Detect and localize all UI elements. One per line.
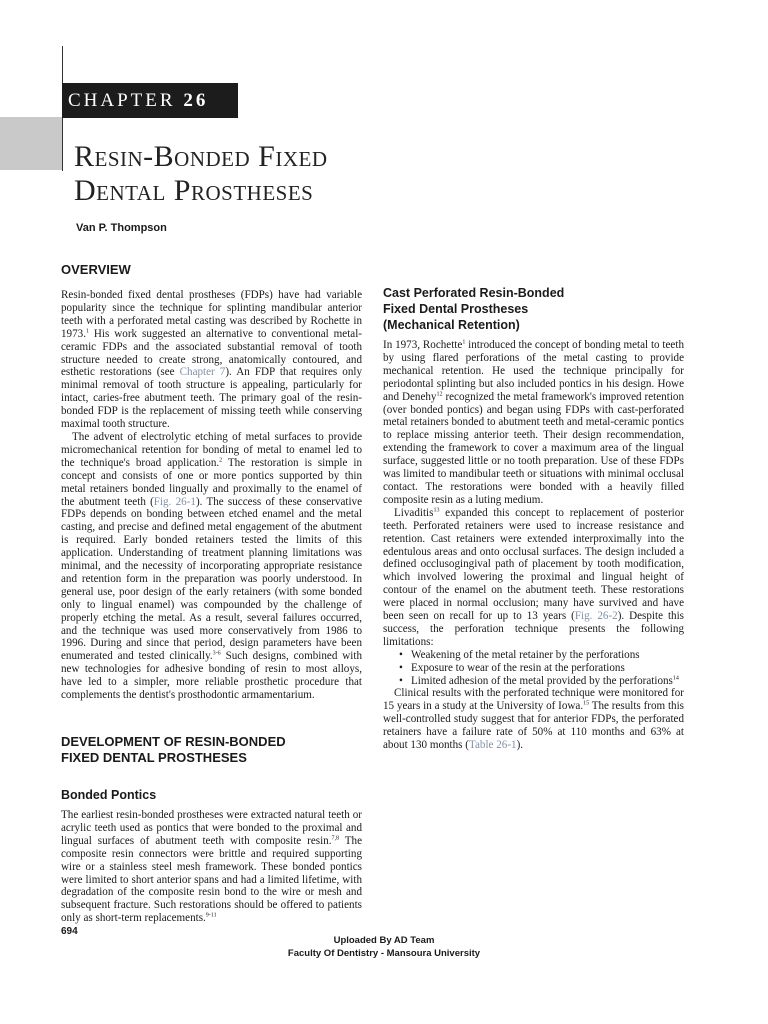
cast-perforated-paragraph-1: In 1973, Rochette$^1$ introduced the concept of bonding metal to teeth by using flared perforations of the metal casting to provide mechanical retention. He used the technique principally for periodontal splinting but also included pontics in his design. Howe and Denehy$^{12}$ recognized the metal framework's improved retention (over bonded pontics) and began using FDPs with cast-perforated metal retainers bonded to abutment teeth and metal-ceramic pontics to replace missing anterior teeth. Their design recommendation, extending the framework to cover a maximum area of the lingual surface, suggested little or no tooth preparation. Use of these FDPs was limited to mandibular teeth or situations with minimal occlusal contact. The restorations were bonded with a heavily filled composite resin as a luting medium.	[383, 339, 684, 506]
citation: 13	[433, 507, 440, 514]
figure-reference-link[interactable]: Fig. 26-2	[574, 610, 618, 623]
title-line-1: Resin-Bonded Fixed	[74, 140, 328, 173]
table-reference-link[interactable]: Table 26-1	[468, 739, 517, 752]
citation: 3-6	[212, 650, 221, 657]
list-item: • Limited adhesion of the metal provided by the perforations$^{14}$	[399, 675, 684, 688]
overview-paragraph-2: The advent of electrolytic etching of metal surfaces to provide micromechanical retention for bonding of metal to enamel led to the technique's broad application.$^2$ The restoration is simple in concept and consists of one or more pontics supported by thin metal retainers bonded lingually and proximally to the enamel of the abutment teeth (Fig. 26-1). The success of these conservative FDPs depends on bonding between etched enamel and the metal casting, and precise and defined metal engagement of the abutment is required. Early bonded retainers tested the limits of this application. Understanding of treatment planning limitations was minimal, and the necessity of incorporating appropriate resistance and retention form in the preparation was poorly understood. In general use, poor design of the early retainers (with some bonded only to lingual enamel) was compounded by the challenge of properly etching the metal. As a result, several failures occurred, and the technique was used more conservatively from 1986 to 1996. During and since that period, design parameters have been enumerated and tested clinically.$^{3-6}$ Such designs, combined with new technologies for adhesive bonding of resin to most alloys, have led to a simpler, more reliable prosthetic procedure that complements the dentist's prosthodontic armamentarium.	[61, 430, 363, 702]
list-item: • Exposure to wear of the resin at the perforations	[399, 662, 684, 675]
citation: 15	[583, 700, 590, 707]
chapter-word: CHAPTER	[68, 90, 176, 111]
figure-reference-link[interactable]: Fig. 26-1	[153, 495, 196, 508]
chapter-title	[74, 140, 328, 208]
limitations-list	[383, 649, 684, 688]
chapter-label	[62, 83, 238, 118]
overview-heading: OVERVIEW	[61, 262, 131, 277]
footer-line-2: Faculty Of Dentistry - Mansoura University	[287, 948, 481, 959]
chapter-reference-link[interactable]: Chapter 7	[179, 366, 226, 379]
left-column	[61, 262, 362, 925]
overview-paragraph-1: Resin-bonded fixed dental prostheses (FDPs) have had variable popularity since the technique for splinting mandibular anterior teeth with a perforated metal casting was described by Rochette in 1973.$^1$ His work suggested an alternative to conventional metal-ceramic FDPs and the associated substantial removal of tooth structure needed to create strong, anatomically contoured, and esthetic restorations (see Chapter 7). An FDP that requires only minimal removal of tooth structure is appealing, particularly for intact, caries-free abutment teeth. The primary goal of the resin-bonded FDP is the replacement of missing teeth while conserving maximal tooth structure.	[61, 289, 362, 431]
chapter-tab-decoration	[0, 117, 62, 170]
cast-perforated-heading: Cast Perforated Resin-Bonded Fixed Dental Prostheses (Mechanical Retention)	[383, 286, 565, 332]
bonded-pontics-heading: Bonded Pontics	[61, 788, 157, 802]
citation: 14	[672, 674, 679, 681]
footer-line-1: Uploaded By AD Team	[333, 935, 435, 946]
cast-perforated-paragraph-2: Livaditis$^{13}$ expanded this concept to replacement of posterior teeth. Perforated retainers were used to increase resistance and retention. Cast retainers were extended interproximally into the edentulous areas and onto occlusal surfaces. The design included a defined occlusogingival path of placement by tooth modification, which involved lowering the proximal and lingual height of contour of the enamel on the abutment teeth. These restorations were placed in normal occlusion; many have survived and have been seen on recall for up to 13 years (Fig. 26-2). Despite this success, the perforation technique presents the following limitations:	[383, 506, 684, 648]
footer	[0, 934, 768, 960]
citation: 7,8	[331, 835, 339, 842]
citation: 9-11	[205, 912, 217, 919]
citation: 1	[462, 339, 466, 346]
author: Van P. Thompson	[76, 222, 167, 234]
citation: 12	[436, 390, 443, 397]
title-line-2: Dental Prostheses	[74, 174, 314, 207]
list-item: • Weakening of the metal retainer by the perforations	[399, 649, 684, 662]
cast-perforated-paragraph-3: Clinical results with the perforated technique were monitored for 15 years in a study at the University of Iowa.$^{15}$ The results from this well-controlled study suggest that for anterior FDPs, the perforated retainers have a failure rate of 50% at 110 months and 63% at about 130 months (Table 26-1).	[383, 687, 684, 752]
citation: 1	[85, 328, 89, 335]
chapter-number: 26	[183, 90, 209, 111]
citation: 2	[219, 457, 223, 464]
right-column	[383, 265, 684, 752]
development-heading: DEVELOPMENT OF RESIN-BONDED FIXED DENTAL PROSTHESES	[61, 734, 286, 765]
bonded-pontics-paragraph: The earliest resin-bonded prostheses were extracted natural teeth or acrylic teeth used as pontics that were bonded to the proximal and lingual surfaces of abutment teeth with composite resin.$^{7,8}$ The composite resin connectors were brittle and required supporting wire or a stainless steel mesh framework. These bonded pontics were limited to short anterior spans and had a limited lifetime, with degradation of the composite resin bond to the wire or mesh and subsequent fracture. Such restorations should be offered to patients only as short-term replacements.$^{9-11}$	[61, 809, 362, 925]
page-number: 694	[61, 926, 78, 937]
